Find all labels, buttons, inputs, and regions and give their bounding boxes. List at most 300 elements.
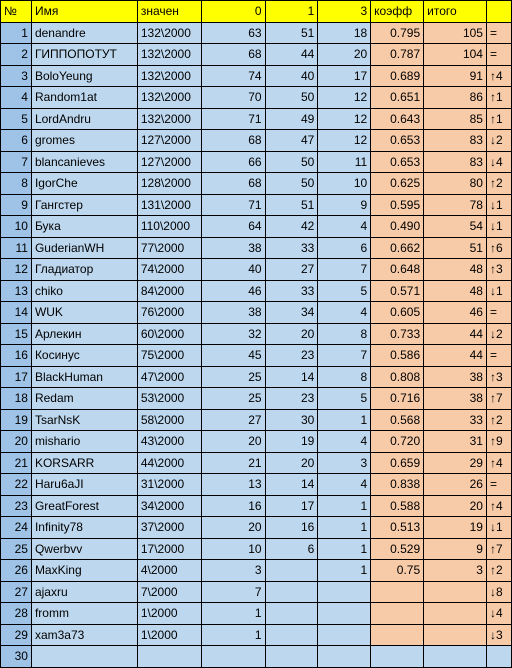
cell-name[interactable]: mishario — [31, 431, 137, 453]
cell-col-3[interactable]: 12 — [318, 130, 371, 152]
table-row — [1, 581, 512, 603]
cell-col-3[interactable]: 5 — [318, 280, 371, 302]
cell-coefficient[interactable]: 0.716 — [371, 388, 424, 410]
cell-col-3[interactable]: 8 — [318, 366, 371, 388]
table-row — [1, 173, 512, 195]
cell-coefficient[interactable]: 0.659 — [371, 452, 424, 474]
cell-coefficient[interactable]: 0.787 — [371, 44, 424, 66]
cell-total[interactable]: 46 — [424, 302, 487, 324]
cell-col-3[interactable]: 10 — [318, 173, 371, 195]
cell-col-0[interactable]: 68 — [201, 173, 265, 195]
cell-name[interactable]: GreatForest — [31, 495, 137, 517]
cell-name[interactable]: MaxKing — [31, 560, 137, 582]
cell-coefficient[interactable] — [371, 624, 424, 646]
cell-col-1[interactable]: 49 — [265, 108, 318, 130]
cell-name[interactable]: TsarNsK — [31, 409, 137, 431]
cell-number[interactable]: 9 — [1, 194, 32, 216]
cell-total[interactable]: 104 — [424, 44, 487, 66]
cell-total[interactable]: 85 — [424, 108, 487, 130]
cell-col-3[interactable]: 9 — [318, 194, 371, 216]
cell-name[interactable]: LordAndru — [31, 108, 137, 130]
cell-col-0[interactable]: 71 — [201, 108, 265, 130]
empty-cell[interactable] — [371, 646, 424, 668]
cell-change[interactable]: ↑7 — [486, 538, 511, 560]
cell-change[interactable]: ↓1 — [486, 517, 511, 539]
cell-name[interactable]: Бука — [31, 216, 137, 238]
cell-value[interactable]: 1\2000 — [137, 603, 201, 625]
cell-number[interactable]: 29 — [1, 624, 32, 646]
cell-col-0[interactable]: 25 — [201, 366, 265, 388]
cell-value[interactable]: 47\2000 — [137, 366, 201, 388]
cell-value[interactable]: 132\2000 — [137, 87, 201, 109]
cell-col-1[interactable]: 17 — [265, 495, 318, 517]
cell-coefficient[interactable] — [371, 603, 424, 625]
cell-col-0[interactable]: 3 — [201, 560, 265, 582]
cell-number[interactable]: 16 — [1, 345, 32, 367]
cell-coefficient[interactable]: 0.595 — [371, 194, 424, 216]
cell-number[interactable]: 18 — [1, 388, 32, 410]
table-row — [1, 603, 512, 625]
cell-change[interactable]: ↑4 — [486, 495, 511, 517]
cell-change[interactable]: = — [486, 345, 511, 367]
cell-value[interactable]: 43\2000 — [137, 431, 201, 453]
cell-col-0[interactable]: 21 — [201, 452, 265, 474]
cell-number[interactable]: 23 — [1, 495, 32, 517]
cell-col-0[interactable]: 71 — [201, 194, 265, 216]
cell-change[interactable]: ↓4 — [486, 603, 511, 625]
cell-col-3[interactable]: 4 — [318, 216, 371, 238]
cell-coefficient[interactable]: 0.568 — [371, 409, 424, 431]
cell-change[interactable]: = — [486, 474, 511, 496]
cell-value[interactable]: 132\2000 — [137, 108, 201, 130]
cell-value[interactable]: 77\2000 — [137, 237, 201, 259]
cell-col-1[interactable]: 44 — [265, 44, 318, 66]
cell-total[interactable]: 83 — [424, 130, 487, 152]
cell-change[interactable]: ↑6 — [486, 237, 511, 259]
cell-number[interactable]: 6 — [1, 130, 32, 152]
cell-total[interactable]: 83 — [424, 151, 487, 173]
cell-value[interactable]: 132\2000 — [137, 65, 201, 87]
cell-change[interactable]: ↑2 — [486, 560, 511, 582]
cell-total[interactable]: 31 — [424, 431, 487, 453]
table-row — [1, 560, 512, 582]
cell-col-3[interactable]: 20 — [318, 44, 371, 66]
cell-coefficient[interactable]: 0.571 — [371, 280, 424, 302]
header-change[interactable] — [486, 1, 511, 23]
cell-col-0[interactable]: 38 — [201, 237, 265, 259]
cell-number[interactable]: 7 — [1, 151, 32, 173]
cell-value[interactable]: 7\2000 — [137, 581, 201, 603]
cell-change[interactable]: ↑4 — [486, 65, 511, 87]
cell-value[interactable]: 74\2000 — [137, 259, 201, 281]
cell-col-3[interactable]: 18 — [318, 22, 371, 44]
cell-total[interactable]: 9 — [424, 538, 487, 560]
cell-value[interactable]: 53\2000 — [137, 388, 201, 410]
cell-col-0[interactable]: 1 — [201, 603, 265, 625]
cell-change[interactable]: ↓1 — [486, 280, 511, 302]
cell-col-1[interactable]: 34 — [265, 302, 318, 324]
cell-total[interactable] — [424, 581, 487, 603]
cell-name[interactable]: chiko — [31, 280, 137, 302]
header-name[interactable]: Имя — [31, 1, 137, 23]
header-total[interactable]: итого — [424, 1, 487, 23]
cell-value[interactable]: 76\2000 — [137, 302, 201, 324]
cell-number[interactable]: 10 — [1, 216, 32, 238]
cell-total[interactable]: 80 — [424, 173, 487, 195]
cell-name[interactable]: Гладиатор — [31, 259, 137, 281]
cell-change[interactable]: ↓8 — [486, 581, 511, 603]
cell-col-1[interactable]: 27 — [265, 259, 318, 281]
cell-col-0[interactable]: 68 — [201, 44, 265, 66]
cell-total[interactable]: 54 — [424, 216, 487, 238]
empty-cell[interactable] — [137, 646, 201, 668]
cell-col-3[interactable] — [318, 624, 371, 646]
cell-value[interactable]: 110\2000 — [137, 216, 201, 238]
header-col-1[interactable]: 1 — [265, 1, 318, 23]
cell-value[interactable]: 132\2000 — [137, 22, 201, 44]
cell-col-1[interactable]: 50 — [265, 173, 318, 195]
cell-name[interactable]: Арлекин — [31, 323, 137, 345]
table-row — [1, 108, 512, 130]
cell-number[interactable]: 15 — [1, 323, 32, 345]
cell-col-1[interactable] — [265, 603, 318, 625]
table-row — [1, 130, 512, 152]
cell-coefficient[interactable]: 0.648 — [371, 259, 424, 281]
cell-col-0[interactable]: 38 — [201, 302, 265, 324]
cell-col-1[interactable] — [265, 560, 318, 582]
cell-col-3[interactable]: 4 — [318, 302, 371, 324]
cell-total[interactable]: 3 — [424, 560, 487, 582]
cell-change[interactable]: ↑1 — [486, 108, 511, 130]
cell-col-1[interactable]: 30 — [265, 409, 318, 431]
cell-change[interactable]: ↑2 — [486, 173, 511, 195]
cell-number[interactable]: 28 — [1, 603, 32, 625]
cell-total[interactable]: 105 — [424, 22, 487, 44]
cell-name[interactable]: Qwerbvv — [31, 538, 137, 560]
cell-col-1[interactable]: 20 — [265, 452, 318, 474]
cell-col-3[interactable]: 1 — [318, 517, 371, 539]
cell-number[interactable]: 14 — [1, 302, 32, 324]
cell-number[interactable]: 3 — [1, 65, 32, 87]
cell-name[interactable]: IgorChe — [31, 173, 137, 195]
cell-value[interactable]: 131\2000 — [137, 194, 201, 216]
cell-total[interactable]: 20 — [424, 495, 487, 517]
cell-total[interactable]: 48 — [424, 259, 487, 281]
cell-change[interactable]: ↑3 — [486, 366, 511, 388]
cell-col-1[interactable]: 42 — [265, 216, 318, 238]
cell-col-1[interactable]: 16 — [265, 517, 318, 539]
cell-coefficient[interactable]: 0.529 — [371, 538, 424, 560]
cell-name[interactable]: denandre — [31, 22, 137, 44]
cell-total[interactable]: 38 — [424, 366, 487, 388]
cell-value[interactable]: 60\2000 — [137, 323, 201, 345]
cell-name[interactable]: KORSARR — [31, 452, 137, 474]
cell-col-1[interactable]: 50 — [265, 87, 318, 109]
cell-col-0[interactable]: 46 — [201, 280, 265, 302]
cell-total[interactable]: 33 — [424, 409, 487, 431]
cell-col-0[interactable]: 7 — [201, 581, 265, 603]
cell-change[interactable]: = — [486, 22, 511, 44]
cell-number[interactable]: 5 — [1, 108, 32, 130]
table-row — [1, 259, 512, 281]
cell-col-3[interactable]: 11 — [318, 151, 371, 173]
cell-change[interactable]: ↑1 — [486, 87, 511, 109]
cell-total[interactable]: 86 — [424, 87, 487, 109]
cell-col-1[interactable]: 33 — [265, 237, 318, 259]
cell-name[interactable]: Redam — [31, 388, 137, 410]
cell-name[interactable]: gromes — [31, 130, 137, 152]
cell-name[interactable]: Косинус — [31, 345, 137, 367]
cell-name[interactable]: Random1at — [31, 87, 137, 109]
header-col-0[interactable]: 0 — [201, 1, 265, 23]
cell-col-0[interactable]: 45 — [201, 345, 265, 367]
cell-col-0[interactable]: 20 — [201, 517, 265, 539]
table-row — [1, 65, 512, 87]
cell-col-3[interactable]: 1 — [318, 409, 371, 431]
cell-change[interactable]: ↓2 — [486, 323, 511, 345]
cell-change[interactable]: ↓2 — [486, 130, 511, 152]
header-number[interactable]: № — [1, 1, 32, 23]
cell-col-3[interactable]: 7 — [318, 345, 371, 367]
cell-col-3[interactable]: 7 — [318, 259, 371, 281]
cell-name[interactable]: fromm — [31, 603, 137, 625]
cell-name[interactable]: GuderianWH — [31, 237, 137, 259]
cell-change[interactable]: = — [486, 302, 511, 324]
cell-col-0[interactable]: 1 — [201, 624, 265, 646]
table-body — [1, 22, 512, 667]
cell-coefficient[interactable]: 0.733 — [371, 323, 424, 345]
table-row-empty — [1, 646, 512, 668]
table-row — [1, 345, 512, 367]
cell-name[interactable]: Haru6aJI — [31, 474, 137, 496]
cell-number[interactable]: 24 — [1, 517, 32, 539]
cell-change[interactable]: = — [486, 44, 511, 66]
cell-number-selected[interactable]: 30 — [1, 646, 32, 668]
cell-col-1[interactable]: 23 — [265, 388, 318, 410]
cell-total[interactable]: 19 — [424, 517, 487, 539]
cell-change[interactable]: ↓4 — [486, 151, 511, 173]
table-row — [1, 474, 512, 496]
cell-col-1[interactable]: 6 — [265, 538, 318, 560]
cell-col-1[interactable] — [265, 624, 318, 646]
cell-number[interactable]: 13 — [1, 280, 32, 302]
cell-col-0[interactable]: 20 — [201, 431, 265, 453]
cell-col-0[interactable]: 64 — [201, 216, 265, 238]
cell-total[interactable]: 91 — [424, 65, 487, 87]
cell-col-3[interactable]: 6 — [318, 237, 371, 259]
cell-value[interactable]: 127\2000 — [137, 151, 201, 173]
cell-number[interactable]: 22 — [1, 474, 32, 496]
cell-col-3[interactable]: 8 — [318, 323, 371, 345]
cell-coefficient[interactable]: 0.586 — [371, 345, 424, 367]
cell-name[interactable]: BlackHuman — [31, 366, 137, 388]
empty-cell[interactable] — [265, 646, 318, 668]
cell-coefficient[interactable]: 0.75 — [371, 560, 424, 582]
empty-cell[interactable] — [201, 646, 265, 668]
cell-col-3[interactable]: 1 — [318, 560, 371, 582]
cell-coefficient[interactable]: 0.490 — [371, 216, 424, 238]
cell-coefficient[interactable]: 0.643 — [371, 108, 424, 130]
cell-value[interactable]: 37\2000 — [137, 517, 201, 539]
cell-number[interactable]: 11 — [1, 237, 32, 259]
cell-col-1[interactable]: 23 — [265, 345, 318, 367]
cell-total[interactable]: 44 — [424, 345, 487, 367]
cell-value[interactable]: 132\2000 — [137, 44, 201, 66]
cell-col-1[interactable]: 50 — [265, 151, 318, 173]
table-row — [1, 151, 512, 173]
cell-coefficient[interactable]: 0.625 — [371, 173, 424, 195]
table-row — [1, 302, 512, 324]
cell-col-1[interactable]: 19 — [265, 431, 318, 453]
cell-total[interactable]: 48 — [424, 280, 487, 302]
cell-name[interactable]: xam3a73 — [31, 624, 137, 646]
cell-total[interactable]: 44 — [424, 323, 487, 345]
cell-col-3[interactable] — [318, 603, 371, 625]
cell-change[interactable]: ↑4 — [486, 452, 511, 474]
cell-coefficient[interactable]: 0.689 — [371, 65, 424, 87]
cell-col-0[interactable]: 70 — [201, 87, 265, 109]
cell-name[interactable]: BoloYeung — [31, 65, 137, 87]
cell-col-3[interactable]: 1 — [318, 538, 371, 560]
cell-number[interactable]: 25 — [1, 538, 32, 560]
cell-col-0[interactable]: 74 — [201, 65, 265, 87]
cell-value[interactable]: 1\2000 — [137, 624, 201, 646]
cell-name[interactable]: ajaxru — [31, 581, 137, 603]
cell-coefficient[interactable]: 0.653 — [371, 130, 424, 152]
cell-number[interactable]: 1 — [1, 22, 32, 44]
cell-number[interactable]: 21 — [1, 452, 32, 474]
cell-coefficient[interactable]: 0.662 — [371, 237, 424, 259]
cell-number[interactable]: 17 — [1, 366, 32, 388]
cell-change[interactable]: ↑7 — [486, 388, 511, 410]
cell-col-0[interactable]: 13 — [201, 474, 265, 496]
empty-cell[interactable] — [318, 646, 371, 668]
cell-number[interactable]: 26 — [1, 560, 32, 582]
header-row — [1, 1, 512, 23]
cell-number[interactable]: 27 — [1, 581, 32, 603]
empty-cell[interactable] — [424, 646, 487, 668]
table-row — [1, 366, 512, 388]
table-row — [1, 624, 512, 646]
cell-total[interactable] — [424, 603, 487, 625]
cell-total[interactable]: 38 — [424, 388, 487, 410]
cell-coefficient[interactable] — [371, 581, 424, 603]
cell-coefficient[interactable]: 0.838 — [371, 474, 424, 496]
cell-col-0[interactable]: 66 — [201, 151, 265, 173]
cell-coefficient[interactable]: 0.513 — [371, 517, 424, 539]
cell-col-1[interactable]: 47 — [265, 130, 318, 152]
table-row — [1, 517, 512, 539]
cell-value[interactable]: 44\2000 — [137, 452, 201, 474]
cell-name[interactable]: blancanieves — [31, 151, 137, 173]
cell-change[interactable]: ↑9 — [486, 431, 511, 453]
cell-col-1[interactable]: 40 — [265, 65, 318, 87]
cell-total[interactable]: 78 — [424, 194, 487, 216]
cell-col-0[interactable]: 27 — [201, 409, 265, 431]
cell-coefficient[interactable]: 0.651 — [371, 87, 424, 109]
cell-col-1[interactable]: 14 — [265, 366, 318, 388]
cell-col-3[interactable]: 4 — [318, 474, 371, 496]
cell-number[interactable]: 12 — [1, 259, 32, 281]
cell-coefficient[interactable]: 0.605 — [371, 302, 424, 324]
cell-col-3[interactable]: 12 — [318, 108, 371, 130]
table-row — [1, 237, 512, 259]
cell-total[interactable]: 29 — [424, 452, 487, 474]
cell-number[interactable]: 2 — [1, 44, 32, 66]
cell-change[interactable]: ↓1 — [486, 216, 511, 238]
cell-col-1[interactable] — [265, 581, 318, 603]
cell-value[interactable]: 127\2000 — [137, 130, 201, 152]
cell-value[interactable]: 58\2000 — [137, 409, 201, 431]
cell-col-3[interactable]: 17 — [318, 65, 371, 87]
header-value[interactable]: значен — [137, 1, 201, 23]
cell-col-0[interactable]: 68 — [201, 130, 265, 152]
cell-number[interactable]: 19 — [1, 409, 32, 431]
cell-name[interactable]: Гангстер — [31, 194, 137, 216]
cell-col-0[interactable]: 32 — [201, 323, 265, 345]
cell-number[interactable]: 4 — [1, 87, 32, 109]
header-coefficient[interactable]: коэфф — [371, 1, 424, 23]
cell-value[interactable]: 4\2000 — [137, 560, 201, 582]
cell-col-1[interactable]: 33 — [265, 280, 318, 302]
cell-name[interactable]: ГИППОПОТУТ — [31, 44, 137, 66]
cell-col-0[interactable]: 63 — [201, 22, 265, 44]
cell-col-1[interactable]: 51 — [265, 22, 318, 44]
cell-col-3[interactable]: 4 — [318, 431, 371, 453]
cell-col-3[interactable]: 5 — [318, 388, 371, 410]
cell-number[interactable]: 20 — [1, 431, 32, 453]
cell-col-0[interactable]: 16 — [201, 495, 265, 517]
cell-name[interactable]: Infinity78 — [31, 517, 137, 539]
cell-number[interactable]: 8 — [1, 173, 32, 195]
cell-coefficient[interactable]: 0.653 — [371, 151, 424, 173]
cell-col-1[interactable]: 14 — [265, 474, 318, 496]
cell-change[interactable]: ↑3 — [486, 259, 511, 281]
cell-total[interactable]: 26 — [424, 474, 487, 496]
cell-value[interactable]: 17\2000 — [137, 538, 201, 560]
cell-change[interactable]: ↓3 — [486, 624, 511, 646]
cell-col-3[interactable]: 3 — [318, 452, 371, 474]
cell-col-3[interactable]: 1 — [318, 495, 371, 517]
cell-col-1[interactable]: 20 — [265, 323, 318, 345]
cell-coefficient[interactable]: 0.720 — [371, 431, 424, 453]
cell-coefficient[interactable]: 0.795 — [371, 22, 424, 44]
cell-col-3[interactable]: 12 — [318, 87, 371, 109]
cell-value[interactable]: 128\2000 — [137, 173, 201, 195]
cell-value[interactable]: 31\2000 — [137, 474, 201, 496]
header-col-3[interactable]: 3 — [318, 1, 371, 23]
cell-value[interactable]: 75\2000 — [137, 345, 201, 367]
cell-col-0[interactable]: 25 — [201, 388, 265, 410]
empty-cell[interactable] — [31, 646, 137, 668]
table-row — [1, 22, 512, 44]
cell-coefficient[interactable]: 0.808 — [371, 366, 424, 388]
cell-col-1[interactable]: 51 — [265, 194, 318, 216]
cell-value[interactable]: 84\2000 — [137, 280, 201, 302]
cell-col-3[interactable] — [318, 581, 371, 603]
cell-total[interactable] — [424, 624, 487, 646]
cell-value[interactable]: 34\2000 — [137, 495, 201, 517]
cell-col-0[interactable]: 40 — [201, 259, 265, 281]
table-row — [1, 388, 512, 410]
cell-change[interactable]: ↑2 — [486, 409, 511, 431]
cell-name[interactable]: WUK — [31, 302, 137, 324]
cell-total[interactable]: 51 — [424, 237, 487, 259]
cell-coefficient[interactable]: 0.588 — [371, 495, 424, 517]
cell-col-0[interactable]: 10 — [201, 538, 265, 560]
cell-change[interactable]: ↓1 — [486, 194, 511, 216]
empty-cell[interactable] — [486, 646, 511, 668]
